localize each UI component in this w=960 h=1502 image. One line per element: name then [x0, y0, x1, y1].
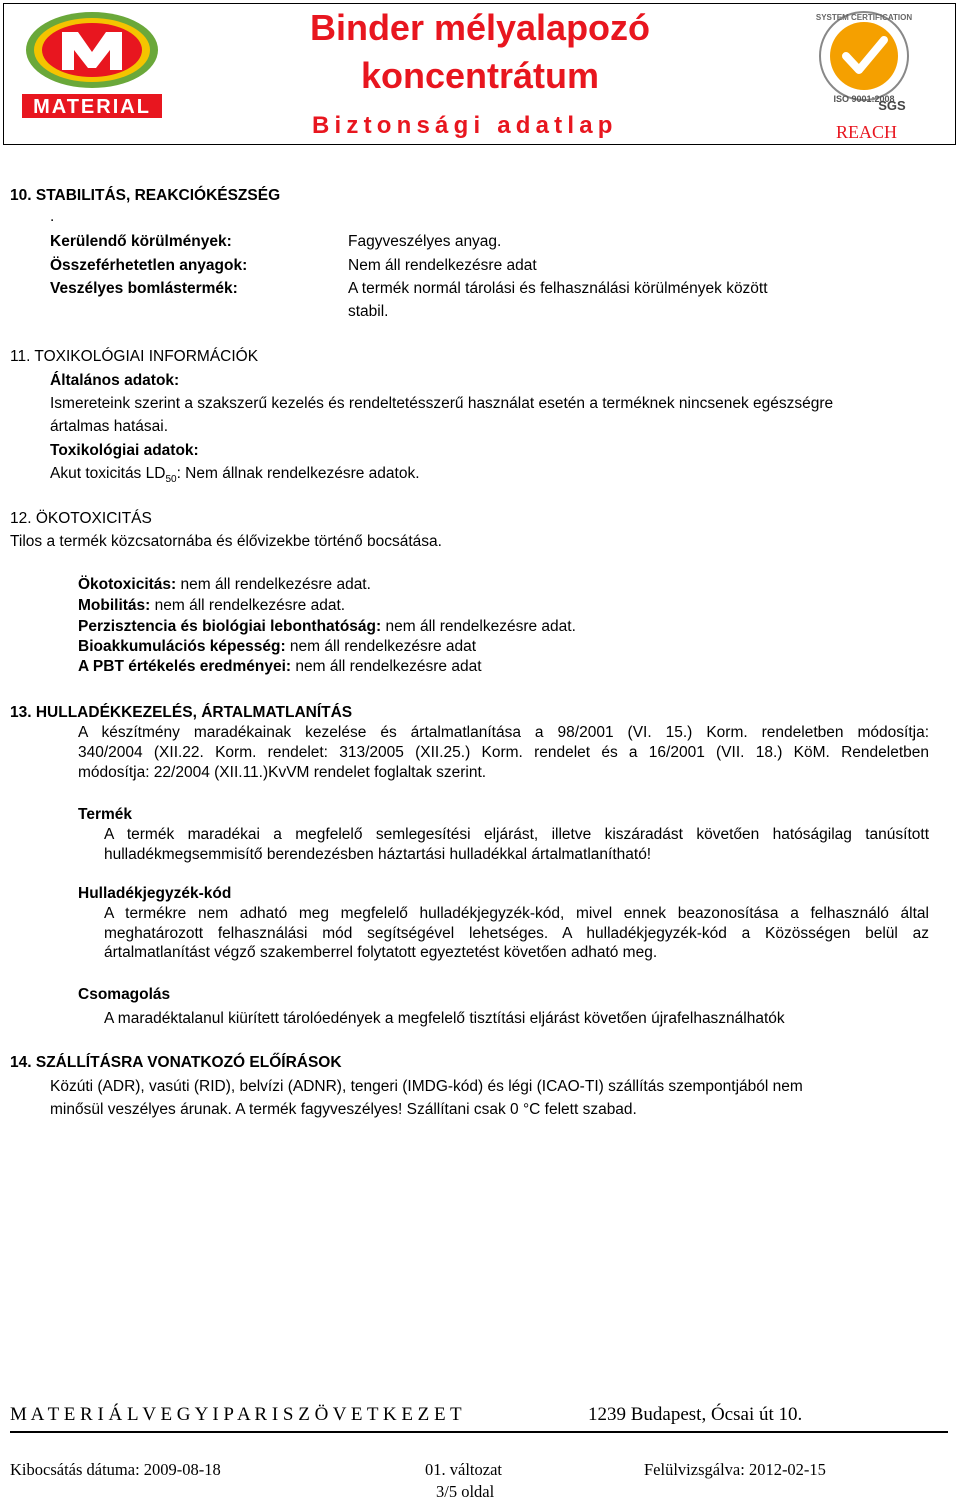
product-label: Termék: [78, 806, 132, 823]
product-line2: hulladékmegsemmisítő berendezésben háztartási hulladékkal ártalmatlanítható!: [104, 846, 652, 863]
persistence-row: [78, 618, 576, 636]
svg-text:MATERIAL: MATERIAL: [33, 96, 151, 118]
section-11-heading: 11. TOXIKOLÓGIAI INFORMÁCIÓK: [10, 348, 259, 365]
disposal-paragraph-line2: 340/2004 (XII.22. Korm. rendelet: 313/2005 (XII.25.) Korm. rendelet és a 16/2001 (VII. 18.) KöM. Rendeletben: [78, 744, 929, 761]
svg-text:SGS: SGS: [878, 98, 906, 113]
ecotoxicity-row: [78, 576, 371, 594]
mobility-row: [78, 597, 345, 615]
ecotoxicity-label: Ökotoxicitás:: [78, 576, 177, 593]
incompatible-conditions-label: Kerülendő körülmények:: [50, 233, 232, 250]
reach-label: REACH: [836, 122, 898, 142]
footer-address: 1239 Budapest, Ócsai út 10.: [588, 1404, 803, 1425]
product-line1: A termék maradékai a megfelelő semlegesítési eljárást, illetve kiszáradást követően hatóságilag tanúsított: [104, 826, 929, 843]
incompatible-conditions-value: Fagyveszélyes anyag.: [348, 233, 502, 250]
section-10-heading: 10. STABILITÁS, REAKCIÓKÉSZSÉG: [10, 187, 281, 204]
disposal-paragraph-line3: módosítja: 22/2004 (XII.11.)KvVM rendelet foglaltak szerint.: [78, 764, 487, 781]
disposal-paragraph-line1: A készítmény maradékainak kezelése és ártalmatlanítása a 98/2001 (VI. 15.) Korm. rendeletben módosítja:: [78, 724, 929, 741]
document-subtitle: Biztonsági adatlap: [312, 112, 618, 139]
section-13-heading: 13. HULLADÉKKEZELÉS, ÁRTALMATLANÍTÁS: [10, 704, 353, 721]
footer-issue-date: Kibocsátás dátuma: 2009-08-18: [10, 1460, 221, 1479]
bioaccumulation-label: Bioakkumulációs képesség:: [78, 638, 286, 655]
mobility-value: nem áll rendelkezésre adat.: [150, 597, 346, 614]
pbt-label: A PBT értékelés eredményei:: [78, 658, 292, 675]
packaging-label: Csomagolás: [78, 986, 171, 1003]
general-data-line2: ártalmas hatásai.: [50, 418, 169, 435]
bioaccumulation-value: nem áll rendelkezésre adat: [285, 638, 477, 655]
footer-company: M A T E R I Á L V E G Y I P A R I S Z Ö V E T K E Z E T: [10, 1404, 462, 1425]
general-data-line1: Ismereteink szerint a szakszerű kezelés és rendeltetésszerű használat esetén a terméknek nincsenek egészségre: [50, 395, 834, 412]
pbt-row: [78, 658, 482, 676]
svg-text:ISO 9001:2008: ISO 9001:2008: [833, 94, 895, 104]
section-12-heading: 12. ÖKOTOXICITÁS: [10, 510, 152, 527]
waste-code-line3: ártalmatlanítást végző szakemberrel folytatott egyeztetést követően adható meg.: [104, 944, 658, 961]
acute-toxicity-suffix: : Nem állnak rendelkezésre adatok.: [176, 465, 420, 482]
toxicological-data-label: Toxikológiai adatok:: [50, 442, 199, 459]
packaging-line1: A maradéktalanul kiürített tárolóedények a megfelelő tisztítási eljárást követően újrafelhasználhatók: [104, 1010, 785, 1027]
waste-code-line2: meghatározott felhasználási mód segítségével lehetséges. A hulladékjegyzék-kód a Közösségen belül az: [104, 925, 929, 942]
ecotoxicity-intro: Tilos a termék közcsatornába és élővizekbe történő bocsátása.: [10, 533, 442, 550]
footer-divider: [10, 1431, 948, 1433]
transport-line1: Közúti (ADR), vasúti (RID), belvízi (ADNR), tengeri (IMDG-kód) és légi (ICAO-TI) szállítás szempontjából nem: [50, 1078, 803, 1095]
document-title-line1: Binder mélyalapozó: [309, 7, 651, 48]
footer-revision: Felülvizsgálva: 2012-02-15: [644, 1460, 826, 1479]
decomposition-products-value-line1: A termék normál tárolási és felhasználási körülmények között: [348, 280, 768, 297]
decomposition-products-label: Veszélyes bomlástermék:: [50, 280, 238, 297]
footer-version: 01. változat: [425, 1460, 502, 1479]
iso-certification-seal: [816, 6, 916, 114]
waste-code-label: Hulladékjegyzék-kód: [78, 885, 232, 902]
ecotoxicity-value: nem áll rendelkezésre adat.: [176, 576, 371, 593]
section-10-dot: .: [50, 208, 55, 225]
persistence-label: Perzisztencia és biológiai lebonthatóság:: [78, 618, 382, 635]
incompatible-materials-label: Összeférhetetlen anyagok:: [50, 257, 248, 274]
incompatible-materials-value: Nem áll rendelkezésre adat: [348, 257, 537, 274]
mobility-label: Mobilitás:: [78, 597, 151, 614]
acute-toxicity-subscript: 50: [165, 474, 177, 486]
document-title-line2: koncentrátum: [360, 55, 600, 96]
decomposition-products-value-line2: stabil.: [348, 303, 389, 320]
footer-page-number: 3/5 oldal: [436, 1482, 495, 1501]
transport-line2: minősül veszélyes árunak. A termék fagyveszélyes! Szállítani csak 0 °C felett szabad.: [50, 1101, 637, 1118]
acute-toxicity-prefix: Akut toxicitás LD: [50, 465, 166, 482]
waste-code-line1: A termékre nem adható meg megfelelő hulladékjegyzék-kód, mivel ennek beazonosítása a felhasználó által: [104, 905, 929, 922]
pbt-value: nem áll rendelkezésre adat: [291, 658, 482, 675]
general-data-label: Általános adatok:: [50, 372, 180, 389]
section-14-heading: 14. SZÁLLÍTÁSRA VONATKOZÓ ELŐÍRÁSOK: [10, 1054, 342, 1071]
svg-text:SYSTEM CERTIFICATION: SYSTEM CERTIFICATION: [816, 13, 913, 22]
acute-toxicity-line: [50, 465, 420, 485]
persistence-value: nem áll rendelkezésre adat.: [381, 618, 576, 635]
bioaccumulation-row: [78, 638, 476, 656]
